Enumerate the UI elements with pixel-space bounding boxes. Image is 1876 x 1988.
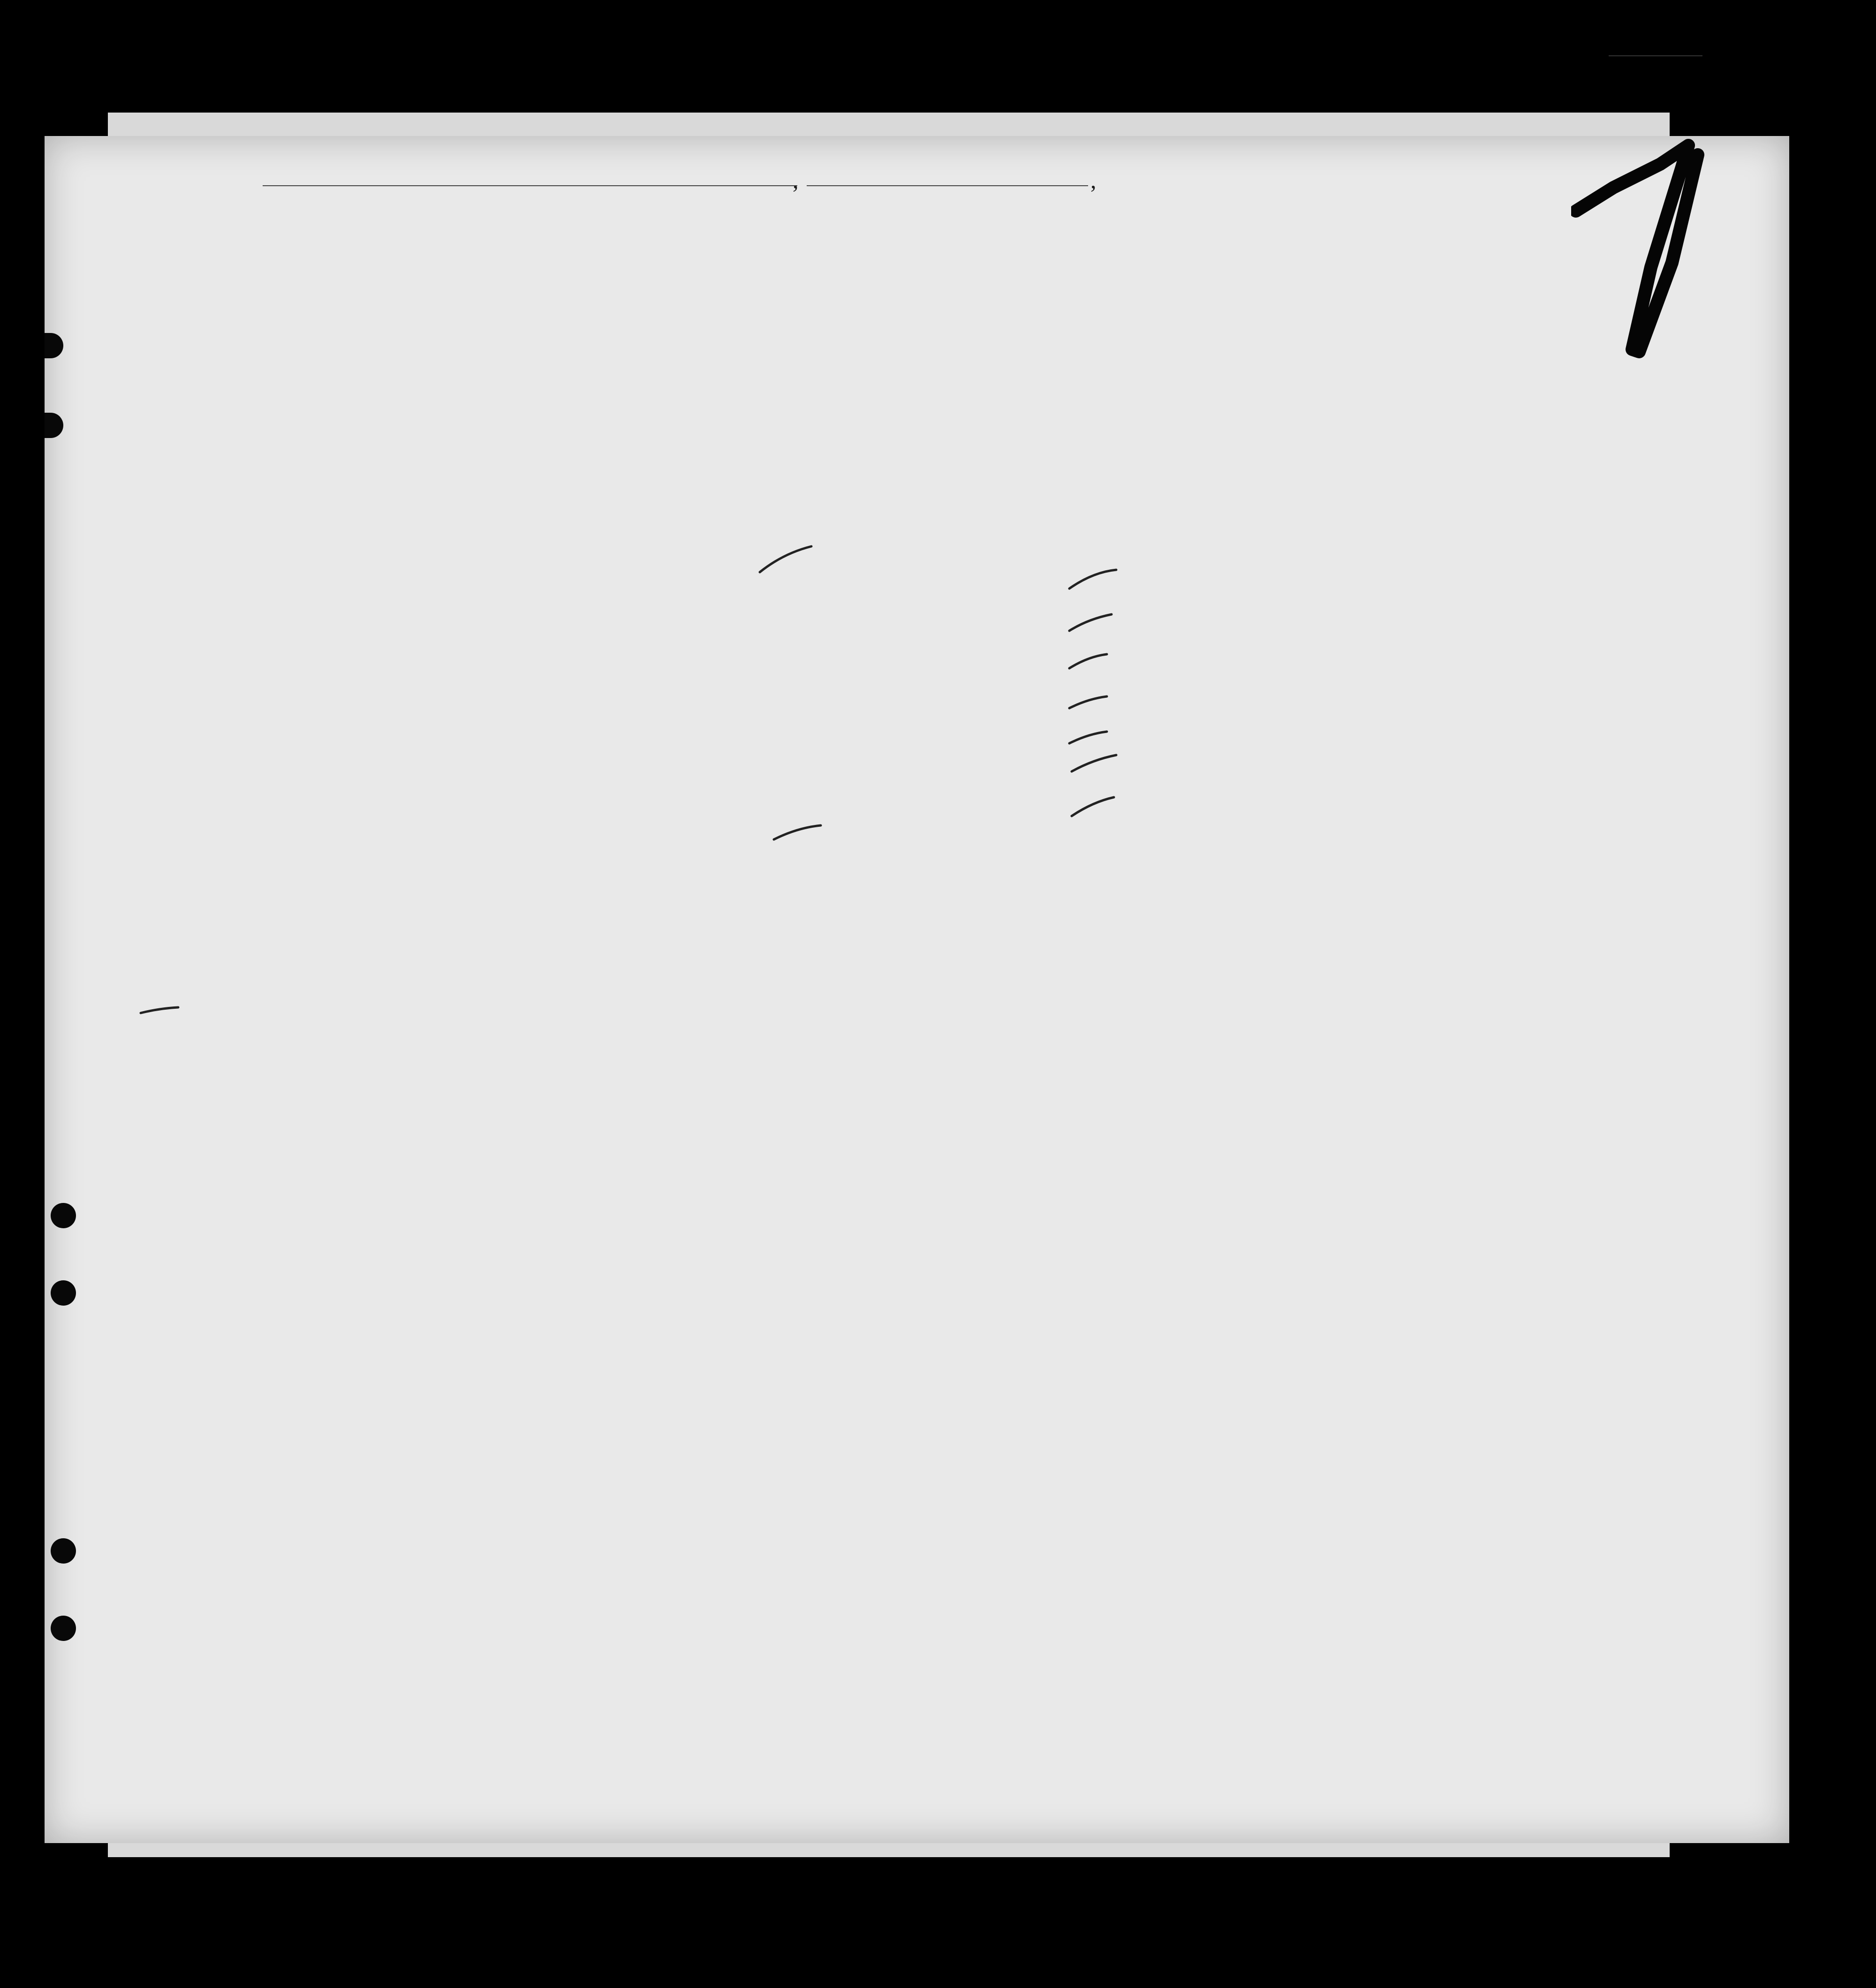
comma-separator: , xyxy=(793,167,799,193)
comma-separator: , xyxy=(1090,167,1097,193)
